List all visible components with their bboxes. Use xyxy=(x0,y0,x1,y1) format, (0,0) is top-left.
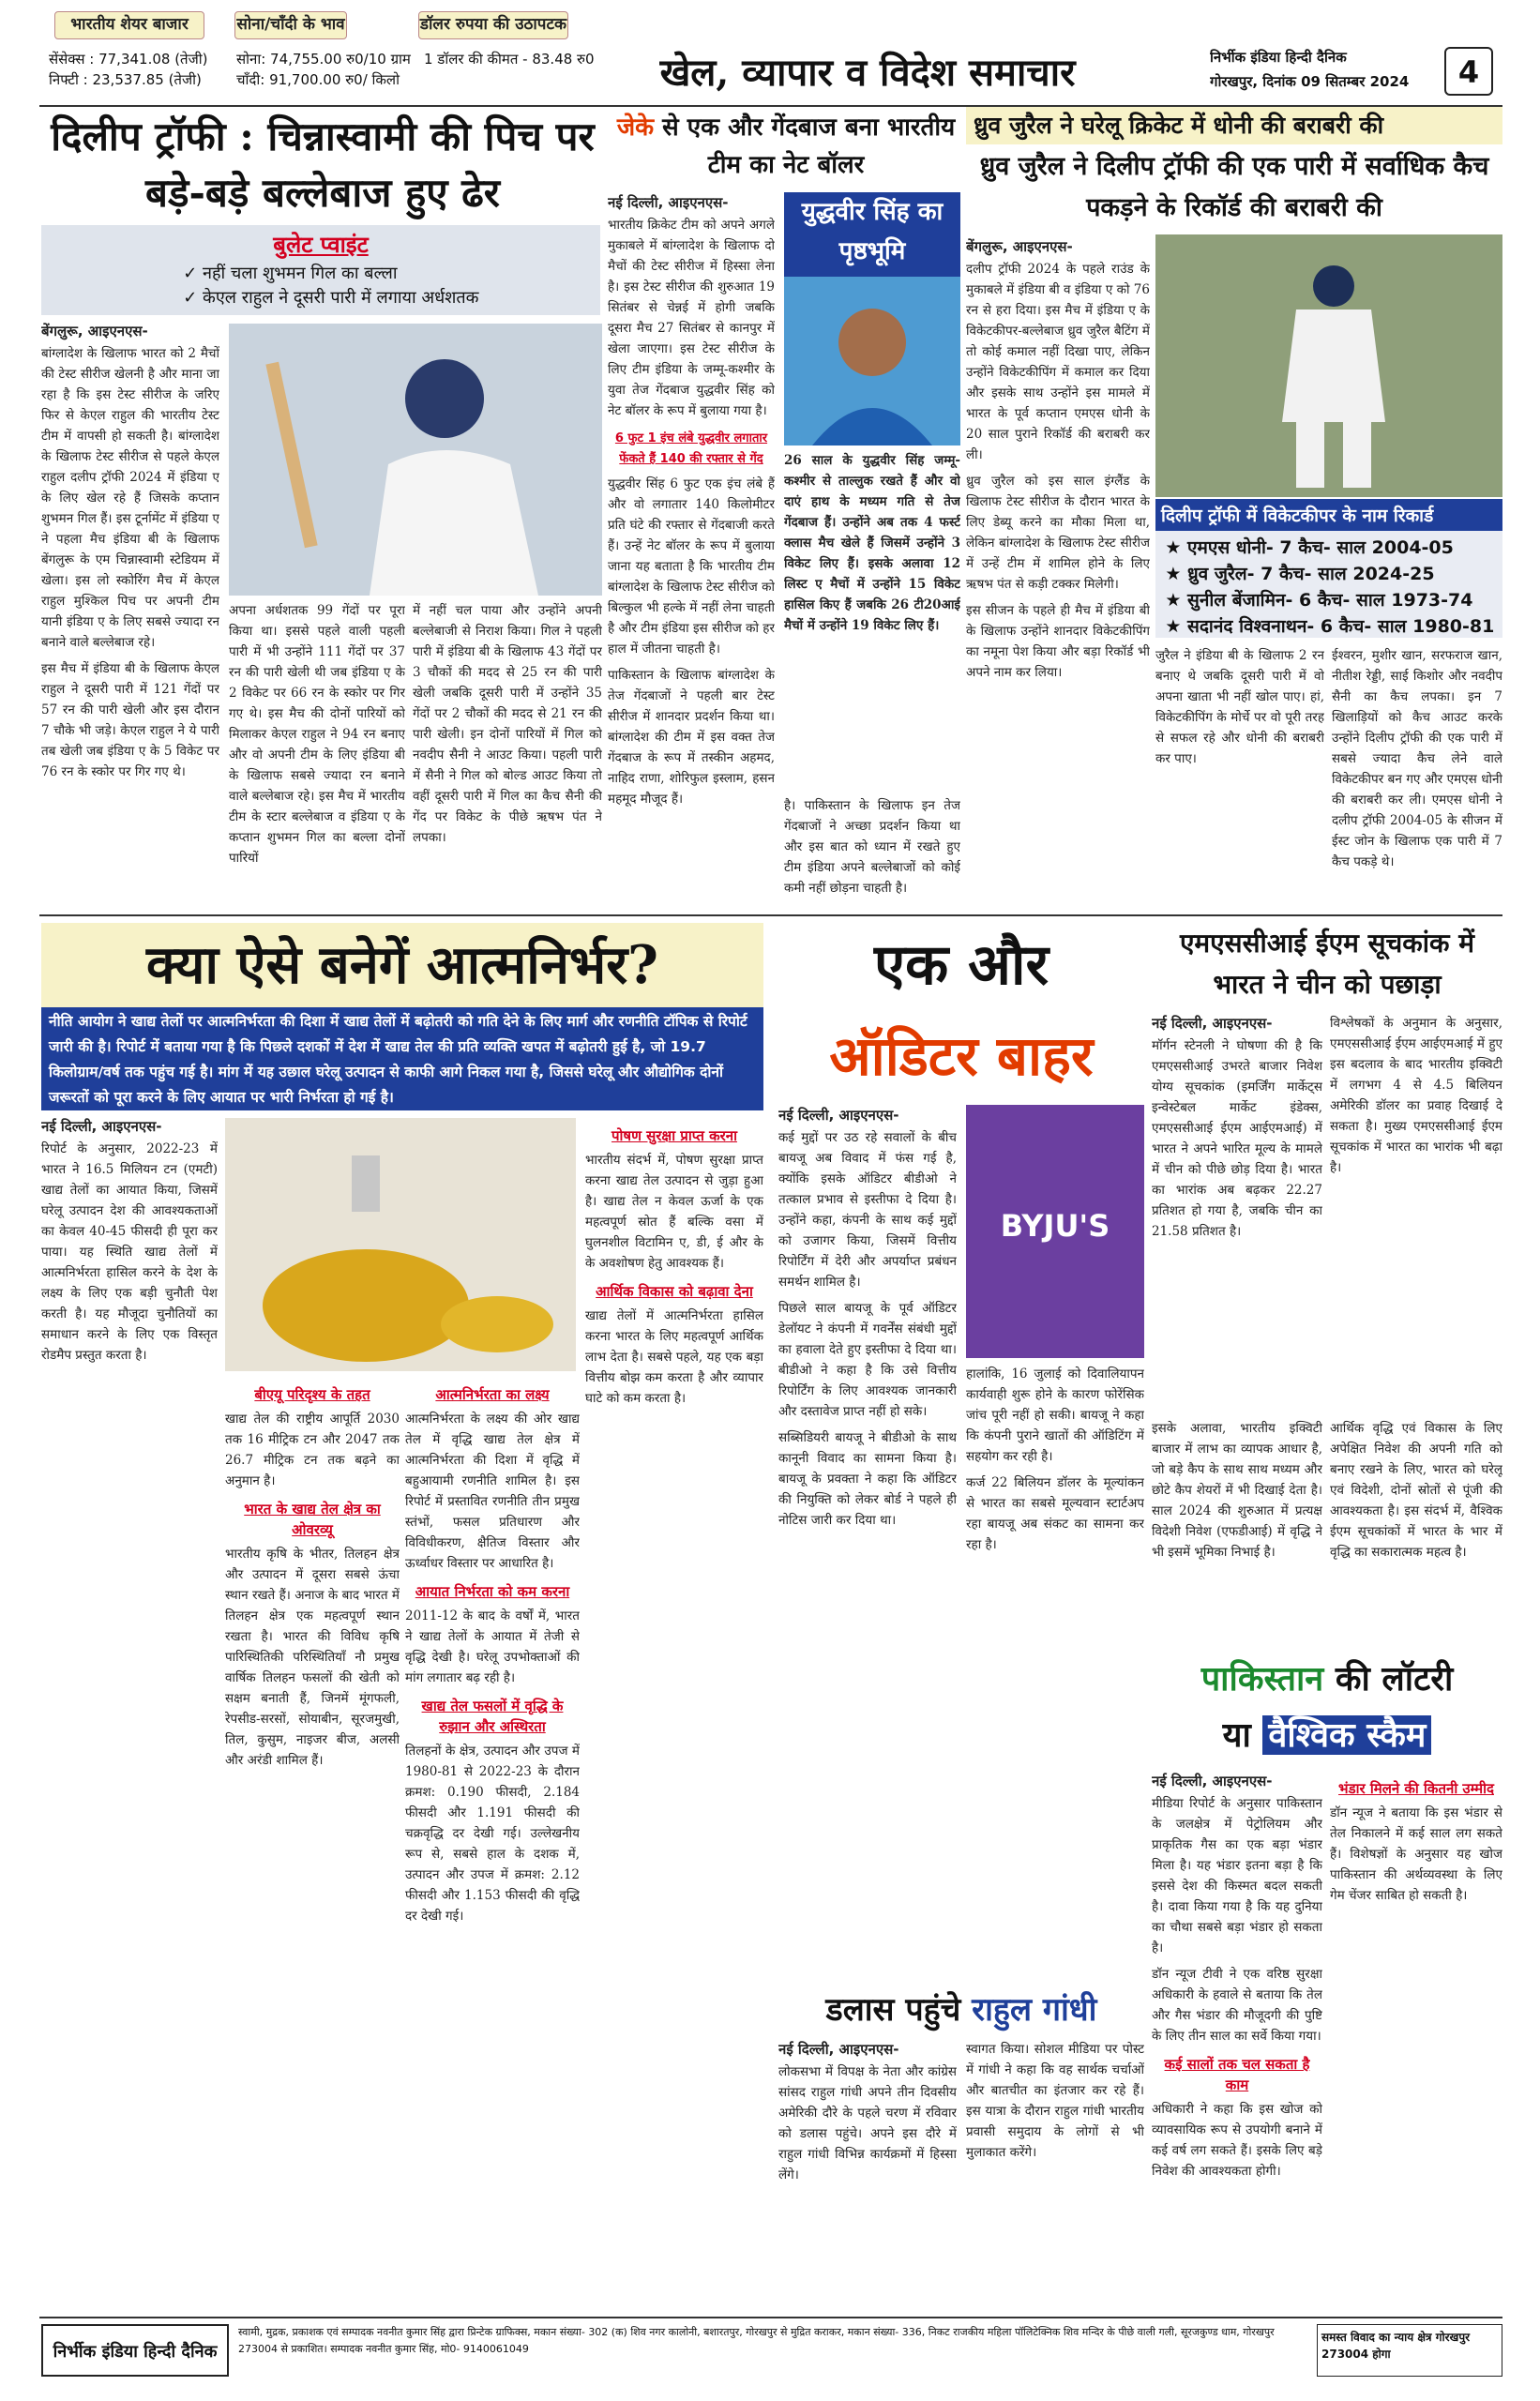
kl-rahul-photo xyxy=(229,324,602,596)
a8-col1: नई दिल्ली, आइएनएस- लोकसभा में विपक्ष के नेता और कांग्रेस सांसद राहुल गांधी अपने तीन दिवसीय अमेरिकी दौरे के पहले चरण में रविवार को डलास पहुंचे। अपने इस दौरे में राहुल गांधी विभिन्न कार्यक्रमों में हिस्सा लेंगे। xyxy=(778,2041,957,2182)
nifty-value: निफ्टी : 23,537.85 (तेजी) xyxy=(49,71,202,88)
paper-info xyxy=(1210,45,1435,101)
a5-headline-2: ऑडिटर बाहर xyxy=(829,1024,1094,1088)
byjus-logo-photo xyxy=(966,1105,1144,1358)
a2-col2: 26 साल के युद्धवीर सिंह जम्मू-कश्मीर से ताल्लुक रखते हैं और वो दाएं हाथ के मध्यम गति से तेज गेंदबाज हैं। उन्होंने अब तक 4 फर्स्ट क्लास मैच खेले हैं जिसमें उन्होंने 3 विकेट लिए हैं। इसके अलावा 12 लिस्ट ए मैचों में उन्होंने 15 विकेट हासिल किए हैं जबकि 26 टी20आई मैचों में उन्होंने 19 विकेट लिए हैं। xyxy=(784,453,960,633)
a1-bullet-box xyxy=(41,225,600,315)
a7-headline-1: पाकिस्तान की लॉटरी xyxy=(1200,1659,1454,1699)
a3-record-box xyxy=(1155,499,1502,638)
a5-col2: हालांकि, 16 जुलाई को दिवालियापन कार्यवाही शुरू होने के कारण फोरेंसिक जांच पूरी नहीं हो सकी। बायजू ने कहा कि कंपनी पुराने खातों की ऑडिटिंग में सहयोग कर रही है। कर्ज 22 बिलियन डॉलर के मूल्यांकन से भारत का सबसे मूल्यवान स्टार्टअप रहा बायजू अब संकट का सामना कर रहा है। xyxy=(966,1367,1144,1552)
dateline: गोरखपुर, दिनांक 09 सितम्बर 2024 xyxy=(1210,73,1410,90)
dollar-rate: 1 डॉलर की कीमत - 83.48 रु0 xyxy=(424,51,595,68)
footer-paper-name: निर्भीक इंडिया हिन्दी दैनिक xyxy=(41,2324,229,2377)
a8-col2: स्वागत किया। सोशल मीडिया पर पोस्ट में गांधी ने कहा कि वह सार्थक चर्चाओं और बातचीत का इंतजार कर रहे हैं। इस यात्रा के दौरान राहुल गांधी भारतीय प्रवासी समुदाय के लोगों से भी मुलाकात करेंगे। xyxy=(966,2042,1144,2160)
wicketkeeper-illustration xyxy=(1155,234,1502,497)
jurel-photo xyxy=(1155,234,1502,497)
a4-col4: पोषण सुरक्षा प्राप्त करना भारतीय संदर्भ में, पोषण सुरक्षा प्राप्त करना खाद्य तेल उत्पादन से जुड़ा हुआ है। खाद्य तेल न केवल ऊर्जा के एक महत्वपूर्ण स्रोत हैं बल्कि वसा में घुलनशील विटामिन ए, डी, ई और के के अवशोषण हेतु आवश्यक हैं। आर्थिक विकास को बढ़ावा देना खाद्य तेलों में आत्मनिर्भरता हासिल करना भारत के लिए महत्वपूर्ण आर्थिक लाभ देता है। सबसे पहले, यह एक बड़ा वित्तीय बोझ कम करता है और व्यापार घाटे को कम करता है। xyxy=(585,1127,763,1406)
page-number: 4 xyxy=(1444,47,1493,96)
a3-headline: ध्रुव जुरैल ने दिलीप ट्रॉफी की एक पारी में सर्वाधिक कैच पकड़ने के रिकॉर्ड की बराबरी की xyxy=(979,152,1489,222)
a6-col2: विश्लेषकों के अनुमान के अनुसार, एमएससीआई ईएम आईएमआई में हुए इस बदलाव के बाद भारतीय इक्विटी में लगभग 4 से 4.5 बिलियन अमेरिकी डॉलर का प्रवाह दिखाई दे सकता है। मुख्य एमएससीआई ईएम सूचकांक में भारत का भारांक भी बढ़ा है। xyxy=(1330,1016,1502,1175)
sensex-value: सेंसेक्स : 77,341.08 (तेजी) xyxy=(49,51,208,68)
footer-jurisdiction: समस्त विवाद का न्याय क्षेत्र गोरखपुर 273004 होगा xyxy=(1317,2324,1502,2377)
a3-col3: ईश्वरन, मुशीर खान, सरफराज खान, नीतीश रेड्डी, साई किशोर और नवदीप सैनी का कैच लपका। इन 7 खिलाड़ियों को कैच आउट करके उन्होंने दिलीप ट्रॉफी की एक पारी में सबसे ज्यादा कैच लेने वाले विकेटकीपर बन गए और एमएस धोनी की बराबरी कर ली। एमएस धोनी ने दलीप ट्रॉफी 2004-05 के सीजन में ईस्ट जोन के खिलाफ एक पारी में 7 कैच पकड़े थे। xyxy=(1332,648,1502,869)
tab-share-market: भारतीय शेयर बाजार xyxy=(54,11,204,39)
market-indices xyxy=(49,49,227,101)
a6-col1: नई दिल्ली, आइएनएस- मॉर्गन स्टेनली ने घोषणा की है कि एमएससीआई उभरते बाजार निवेश योग्य सूचकांक (इमर्जिंग मार्केट्स इन्वेस्टेबल मार्केट इंडेक्स, एमएससीआई ईएम आईएमआई) में भारत ने अपने भारित मूल्य के मामले में चीन को पीछे छोड़ दिया है। भारत का भारांक अब बढ़कर 22.27 प्रतिशत हो गया है, जबकि चीन का 21.58 प्रतिशत है। xyxy=(1152,1015,1322,1239)
byjus-logo: BYJU'S xyxy=(1000,1208,1110,1244)
masthead: खेल, व्यापार व विदेश समाचार xyxy=(659,51,1076,95)
a1-bullet-list: ✓ नहीं चला शुभमन गिल का बल्ला ✓ केएल राहुल ने दूसरी पारी में लगाया अर्धशतक xyxy=(182,262,600,309)
a1-col1: बेंगलुरू, आइएनएस- बांग्लादेश के खिलाफ भारत को 2 मैचों की टेस्ट सीरीज खेलनी है और माना जा रहा है कि इस टेस्ट सीरीज के जरिए फिर से केएल राहुल की भारतीय टेस्ट टीम में वापसी हो सकती है। बांग्लादेश के खिलाफ टेस्ट सीरीज से पहले केएल राहुल दलीप ट्रॉफी 2024 में इंडिया ए के लिए खेल रहे हैं जिसके कप्तान शुभमन गिल हैं। इस टूर्नामेंट में इंडिया ए ने पहला मैच इंडिया बी के खिलाफ बेंगलुरू के एम चिन्नास्वामी स्टेडियम में खेला। इस लो स्कोरिंग मैच में केएल राहुल मुश्किल पिच पर अपनी टीम यानी इंडिया ए के लिए सबसे ज्यादा रन बनाने वाले बल्लेबाज रहे। इस मैच में इंडिया बी के खिलाफ केएल राहुल ने दूसरी पारी में 121 गेंदों पर 57 रन की पारी खेली और इस दौरान 7 चौके भी जड़े। केएल राहुल ने ये पारी तब खेली जब इंडिया ए के 5 विकेट पर 76 रन के स्कोर पर गिर गए थे। xyxy=(41,323,219,779)
gold-price: सोना: 74,755.00 रु0/10 ग्राम xyxy=(236,51,411,68)
a3-kicker: ध्रुव जुरैल ने घरेलू क्रिकेट में धोनी की बराबरी की xyxy=(966,107,1502,144)
a2-subhead: 6 फुट 1 इंच लंबे युद्धवीर लगातार फेंकते हैं 140 की रफ्तार से गेंद xyxy=(614,431,768,466)
a1-col4: में नहीं चल पाया और उन्होंने अपनी बल्लेबाजी से निराश किया। गिल ने पहली पारी में इंडिया बी के खिलाफ 43 गेंदों पर 3 चौकों की मदद से 25 रन की पारी खेली जबकि दूसरी पारी में उन्होंने 35 गेंदों पर 2 चौकों की मदद से 21 रन की पारी खेली। इन दोनों पारियों में गिल को नवदीप सैनी ने आउट किया। पहली पारी में सैनी ने गिल को बोल्ड आउट किया तो वहीं दूसरी पारी में गिल का कैच सैनी की गेंद पर विकेट के पीछे ऋषभ पंत ने लपका। xyxy=(413,603,602,845)
a4-col3: आत्मनिर्भरता का लक्ष्य आत्मनिर्भरता के लक्ष्य की ओर खाद्य तेल में वृद्धि खाद्य तेल क्षेत्र में आत्मनिर्भरता की दिशा में वृद्धि में बहुआयामी रणनीति शामिल है। इस रिपोर्ट में प्रस्तावित रणनीति तीन प्रमुख स्तंभों, फसल प्रतिधारण और विविधीकरण, क्षैतिज विस्तार और ऊर्ध्वाधर विस्तार पर आधारित है। आयात निर्भरता को कम करना 2011-12 के बाद के वर्षों में, भारत ने खाद्य तेलों के आयात में तेजी से वृद्धि देखी है। घरेलू उपभोक्ताओं की मांग लगातार बढ़ रही है। खाद्य तेल फसलों में वृद्धि के रुझान और अस्थिरता तिलहनों के क्षेत्र, उत्पादन और उपज में 1980-81 से 2022-23 के दौरान क्रमश: 0.190 फीसदी, 2.184 फीसदी और 1.191 फीसदी की चक्रवृद्धि दर देखी गई। उल्लेखनीय रूप से, सबसे हाल के दशक में, उत्पादन और उपज में क्रमश: 2.12 फीसदी और 1.153 फीसदी की वृद्धि दर देखी गई। xyxy=(405,1386,580,1924)
a3-col2: जुरैल ने इंडिया बी के खिलाफ 2 रन बनाए थे जबकि दूसरी पारी में वो अपना खाता भी नहीं खोल पाए। हां, विकेटकीपिंग के मोर्चे पर वो पूरी तरह से सफल रहे और धोनी की बराबरी कर पाए। xyxy=(1155,648,1324,766)
bullion-prices xyxy=(236,49,415,101)
a6-col4: आर्थिक वृद्धि एवं विकास के लिए अपेक्षित निवेश की अपनी गति को बनाए रखने के लिए, भारत को घरेलू एवं विदेशी, दोनों स्रोतों से पूंजी की आवश्यकता है। इस संदर्भ में, वैश्विक ईएम सूचकांकों में भारत के भार में वृद्धि का सकारात्मक महत्व है। xyxy=(1330,1421,1502,1560)
paper-name: निर्भीक इंडिया हिन्दी दैनिक xyxy=(1210,49,1347,66)
footer-imprint: स्वामी, मुद्रक, प्रकाशक एवं सम्पादक नवनीत कुमार सिंह द्वारा प्रिन्टेक ग्राफिक्स, मकान संख्या- 302 (क) शिव नगर कालोनी, बशारतपुर, गोरखपुर से मुद्रित कराकर, मकान संख्या- 336, निकट राजकीय महिला पॉलिटेक्निक शिव मन्दिर के पीछे वाली गली, सूरजकुण्ड धाम, गोरखपुर 273004 से प्रकाशित। सम्पादक नवनीत कुमार सिंह, मो0- 9140061049 xyxy=(238,2326,1275,2355)
player-illustration xyxy=(784,277,960,445)
a5-headline-1: एक और xyxy=(873,932,1049,998)
a2-col3: है। पाकिस्तान के खिलाफ इन तेज गेंदबाजों ने अच्छा प्रदर्शन किया था और इस बात को ध्यान में रखते हुए टीम इंडिया अपने बल्लेबाजों को कोई कमी नहीं छोड़ना चाहती है। xyxy=(784,798,960,896)
oil-illustration xyxy=(225,1118,576,1371)
a2-side-title: युद्धवीर सिंह का पृष्ठभूमि xyxy=(784,192,960,277)
a2-kicker: जेके xyxy=(616,113,655,142)
silver-price: चाँदी: 91,700.00 रु0/ किलो xyxy=(236,71,400,88)
a2-col1: नई दिल्ली, आइएनएस- भारतीय क्रिकेट टीम को अपने अगले मुकाबले में बांग्लादेश के खिलाफ दो मैचों की टेस्ट सीरीज में हिस्सा लेना है। इस टेस्ट सीरीज की शुरुआत 19 सितंबर से चेन्नई में होगी जबकि दूसरा मैच 27 सितंबर से कानपुर में खेला जाएगा। इस टेस्ट सीरीज के लिए टीम इंडिया के जम्मू-कश्मीर के युवा तेज गेंदबाज युद्धवीर सिंह को नेट बॉलर के रूप में बुलाया गया है। 6 फुट 1 इंच लंबे युद्धवीर लगातार फेंकते हैं 140 की रफ्तार से गेंद युद्धवीर सिंह 6 फुट एक इंच लंबे हैं और वो लगातार 140 किलोमीटर प्रति घंटे की रफ्तार से गेंदबाजी करते हैं। उन्हें नेट बॉलर के रूप में बुलाया जाना यह बताता है कि भारतीय टीम बांग्लादेश के खिलाफ टेस्ट सीरीज को बिल्कुल भी हल्के में नहीं लेना चाहती है और टीम इंडिया इस सीरीज को हर हाल में जीतना चाहती है। पाकिस्तान के खिलाफ बांग्लादेश के तेज गेंदबाजों ने पहली बार टेस्ट सीरीज में शानदार प्रदर्शन किया था। बांग्लादेश की टीम में इस वक्त तेज गेंदबाज के रूप में तस्कीन अहमद, नाहिद राणा, शोरिफुल इस्लाम, हसन महमूद मौजूद हैं। xyxy=(608,194,775,807)
a3-col1: बेंगलुरू, आइएनएस- दलीप ट्रॉफी 2024 के पहले राउंड के मुकाबले में इंडिया बी व इंडिया ए को 76 रन से हरा दिया। इस मैच में इंडिया ए के विकेटकीपर-बल्लेबाज ध्रुव जुरैल बैटिंग में तो कोई कमाल नहीं दिखा पाए, लेकिन उन्होंने विकेटकीपिंग में कमाल कर दिया और इसके साथ उन्होंने इस मामले में भारत के पूर्व कप्तान एमएस धोनी के 20 साल पुराने रिकॉर्ड की बराबरी कर ली। ध्रुव जुरैल को इस साल इंग्लैंड के खिलाफ टेस्ट सीरीज के दौरान भारत के लिए डेब्यू करने का मौका मिला था, लेकिन बांग्लादेश के खिलाफ टेस्ट सीरीज में उन्हें टीम में शामिल होने के लिए ऋषभ पंत से कड़ी टक्कर मिलेगी। इस सीजन के पहले ही मैच में इंडिया बी के खिलाफ उन्होंने शानदार विकेटकीपिंग का नमूना पेश किया और बड़ा रिकॉर्ड भी अपने नाम कर लिया। xyxy=(966,238,1150,680)
oil-bottle-photo xyxy=(225,1118,576,1371)
a1-col3: अपना अर्धशतक 99 गेंदों पर पूरा किया था। इससे पहले वाली पहली पारी में भी उन्होंने 111 गेंदों पर 37 रन की पारी खेली थी जब इंडिया ए के 2 विकेट पर 66 रन के स्कोर पर गिर गए थे। इस मैच की दोनों पारियों को मिलाकर केएल राहुल ने 94 रन बनाए और वो अपनी टीम के लिए इंडिया बी के खिलाफ सबसे ज्यादा रन बनाने वाले बल्लेबाज रहे। इस मैच में भारतीय टीम के स्टार बल्लेबाज व इंडिया ए के कप्तान शुभमन गिल का बल्ला दोनों पारियों xyxy=(229,603,405,866)
tab-dollar-rupee: डॉलर रुपया की उठापटक xyxy=(418,11,568,39)
a6-headline: एमएससीआई ईएम सूचकांक में भारत ने चीन को पछाड़ा xyxy=(1179,928,1475,1000)
a7-col2: भंडार मिलने की कितनी उम्मीद डॉन न्यूज ने बताया कि इस भंडार से तेल निकालने में कई साल लग सकते हैं। विशेषज्ञों के अनुसार यह खोज पाकिस्तान की अर्थव्यवस्था के लिए गेम चेंजर साबित हो सकती है। xyxy=(1330,1780,1502,1903)
a8-headline: डलास पहुंचे राहुल गांधी xyxy=(825,1991,1097,2029)
a1-bullet-title: बुलेट प्वाइंट xyxy=(273,232,369,258)
yudhvir-photo xyxy=(784,277,960,445)
a5-col1: नई दिल्ली, आइएनएस- कई मुद्दों पर उठ रहे सवालों के बीच बायजू अब विवाद में फंस गई है, क्योंकि इसके ऑडिटर बीडीओ ने तत्काल प्रभाव से इस्तीफा दे दिया है। उन्होंने कहा, कंपनी के साथ कई मुद्दों को उजागर किया, जिसमें वित्तीय रिपोर्टिंग में देरी और अपर्याप्त प्रबंधन समर्थन शामिल है। पिछले साल बायजू के पूर्व ऑडिटर डेलॉयट ने कंपनी में गवर्नेंस संबंधी मुद्दों का हवाला देते हुए इस्तीफा दे दिया था। बीडीओ ने कहा है कि उसे वित्तीय रिपोर्टिंग के लिए आवश्यक जानकारी और दस्तावेज प्राप्त नहीं हो सके। सब्सिडियरी बायजू ने बीडीओ के साथ कानूनी विवाद का सामना किया है। बायजू के प्रवक्ता ने कहा कि ऑडिटर की नियुक्ति को लेकर बोर्ड ने पहले ही नोटिस जारी कर दिया था। xyxy=(778,1107,957,1528)
a4-headline: क्या ऐसे बनेगें आत्मनिर्भर? xyxy=(41,923,763,1007)
tab-gold-silver: सोना/चाँदी के भाव xyxy=(234,11,347,39)
a1-headline: दिलीप ट्रॉफी : चिन्नास्वामी की पिच पर बड़े-बड़े बल्लेबाज हुए ढेर xyxy=(51,113,595,216)
a6-col3: इसके अलावा, भारतीय इक्विटी बाजार में लाभ का व्यापक आधार है, जो बड़े कैप के साथ साथ मध्यम और छोटे कैप शेयरों में भी दिखाई देता है। साल 2024 की शुरुआत में प्रत्यक्ष विदेशी निवेश (एफडीआई) में वृद्धि ने भी इसमें भूमिका निभाई है। xyxy=(1152,1421,1322,1560)
a3-box-title: दिलीप ट्रॉफी में विकेटकीपर के नाम रिकार्ड xyxy=(1155,499,1502,531)
a4-col2: बीएयू परिदृश्य के तहत खाद्य तेल की राष्ट्रीय आपूर्ति 2030 तक 16 मीट्रिक टन और 2047 तक 26.7 मीट्रिक टन तक बढ़ने का अनुमान है। भारत के खाद्य तेल क्षेत्र का ओवरव्यू भारतीय कृषि के भीतर, तिलहन क्षेत्र और उत्पादन में दूसरा सबसे ऊंचा स्थान रखते हैं। अनाज के बाद भारत में तिलहन क्षेत्र एक महत्वपूर्ण स्थान रखता है। भारत की विविध कृषि पारिस्थितिकी परिस्थितियाँ नौ प्रमुख वार्षिक तिलहन फसलों की खेती को सक्षम बनाती हैं, जिनमें मूंगफली, रेपसीड-सरसों, सोयाबीन, सूरजमुखी, तिल, कुसुम, नाइजर बीज, अलसी और अरंडी शामिल हैं। xyxy=(225,1386,400,1768)
a4-col1: नई दिल्ली, आइएनएस- रिपोर्ट के अनुसार, 2022-23 में भारत ने 16.5 मिलियन टन (एमटी) खाद्य तेलों का आयात किया, जिसमें घरेलू उत्पादन देश की आवश्यकताओं का केवल 40-45 फीसदी ही पूरा कर पाया। यह स्थिति खाद्य तेलों में आत्मनिर्भरता हासिल करने के देश के लक्ष्य के लिए एक बड़ी चुनौती पेश करती है। यह मौजूदा चुनौतियों का समाधान करने के लिए एक विस्तृत रोडमैप प्रस्तुत करता है। xyxy=(41,1118,218,1363)
cricketer-illustration xyxy=(229,324,602,596)
a3-record-list: ★ एमएस धोनी- 7 कैच- साल 2004-05 ★ ध्रुव जुरैल- 7 कैच- साल 2024-25 ★ सुनील बेंजामिन- 6 कैच- साल 1973-74 ★ सदानंद विश्वनाथन- 6 कैच- साल 1980-81 xyxy=(1155,535,1502,638)
a7-headline-2: या वैश्विक स्कैम xyxy=(1152,1707,1502,1763)
a7-col1: नई दिल्ली, आइएनएस- मीडिया रिपोर्ट के अनुसार पाकिस्तान के जलक्षेत्र में पेट्रोलियम और प्राकृतिक गैस का एक बड़ा भंडार मिला है। यह भंडार इतना बड़ा है कि इससे देश की किस्मत बदल सकती है। दावा किया गया है कि यह दुनिया का चौथा सबसे बड़ा भंडार हो सकता है। डॉन न्यूज टीवी ने एक वरिष्ठ सुरक्षा अधिकारी के हवाले से बताया कि तेल और गैस भंडार की मौजूदगी की पुष्टि के लिए तीन साल का सर्वे किया गया। कई सालों तक चल सकता है काम अधिकारी ने कहा कि इस खोज को व्यावसायिक रूप से उपयोगी बनाने में कई वर्ष लग सकते हैं। इसके लिए बड़े निवेश की आवश्यकता होगी। xyxy=(1152,1773,1322,2179)
a4-summary: नीति आयोग ने खाद्य तेलों पर आत्मनिर्भरता की दिशा में खाद्य तेलों में बढ़ोतरी को गति देने के लिए मार्ग और रणनीति टॉपिक से रिपोर्ट जारी की है। रिपोर्ट में बताया गया है कि पिछले दशकों में देश में खाद्य तेल की प्रति व्यक्ति खपत में बढ़ोतरी हुई है, जो 19.7 किलोग्राम/वर्ष तक पहुंच गई है। मांग में यह उछाल घरेलू उत्पादन से काफी आगे निकल गया है, जिससे घरेलू और औद्योगिक दोनों जरूरतों को पूरा करने के लिए आयात पर भारी निर्भरता हो गई है। xyxy=(41,1007,763,1110)
a2-headline: जेके से एक और गेंदबाज बना भारतीय टीम का नेट बॉलर xyxy=(616,113,956,179)
